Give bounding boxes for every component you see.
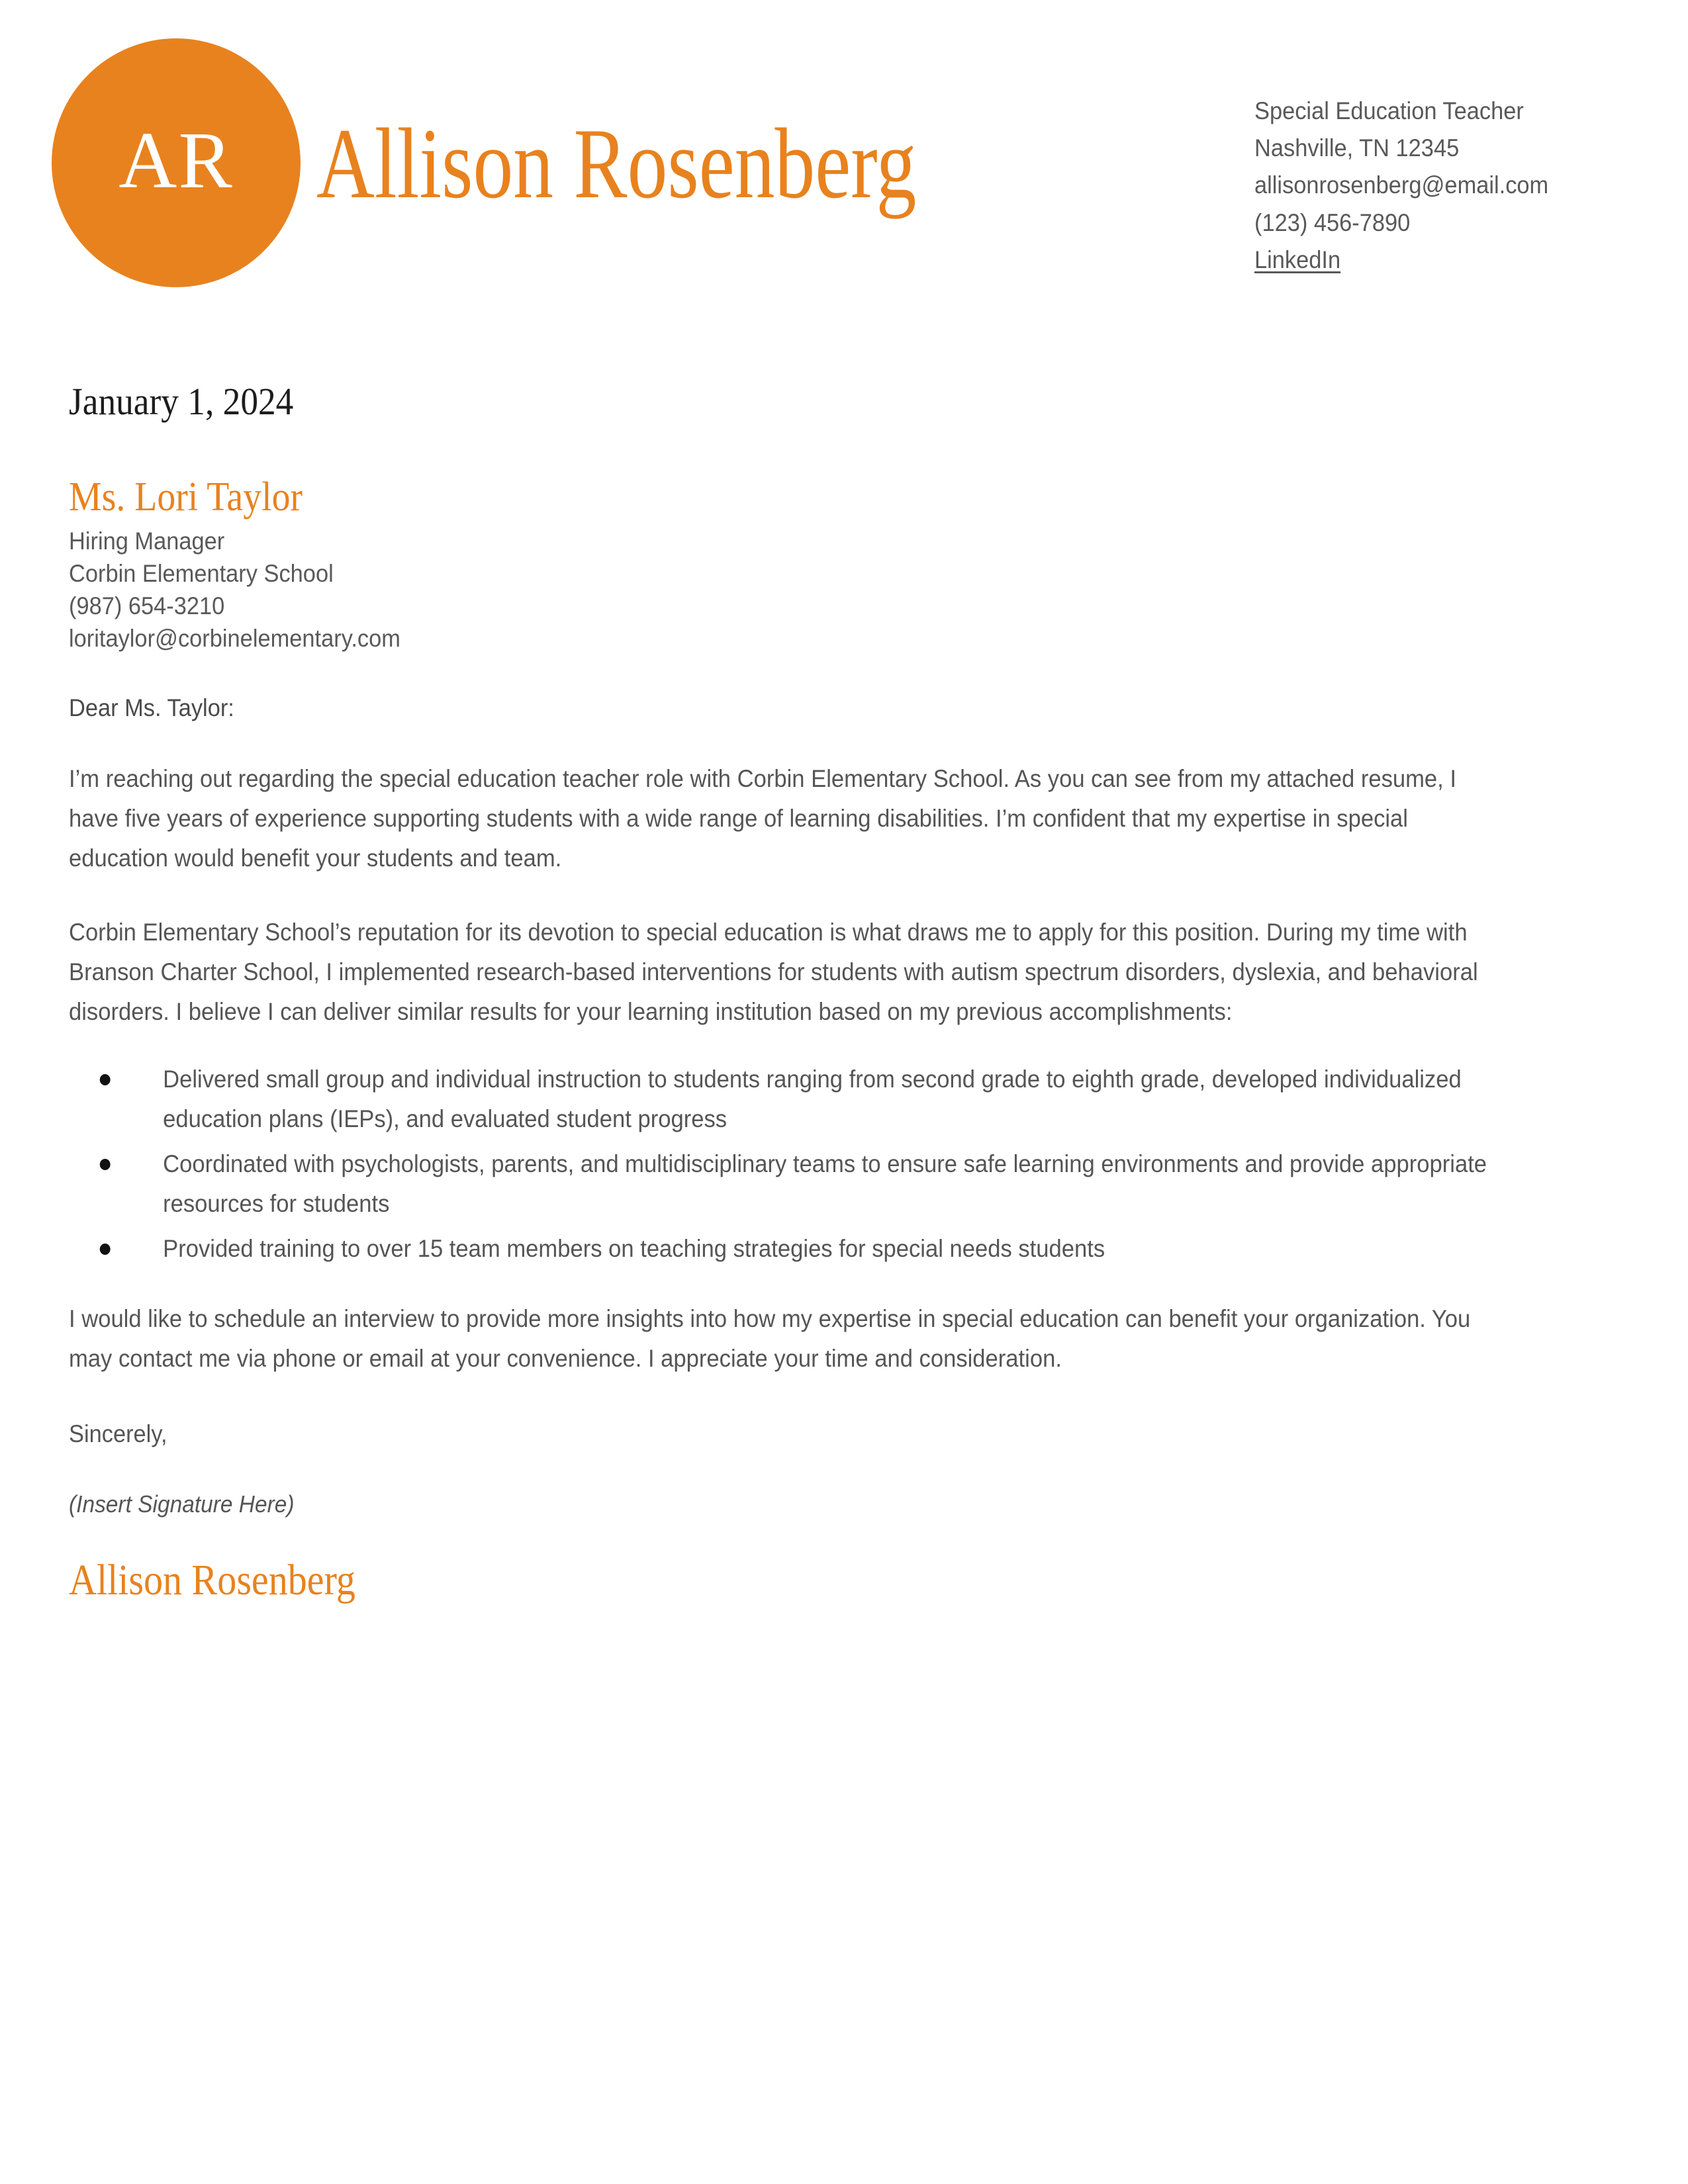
monogram-circle bbox=[52, 38, 301, 287]
signature-placeholder: (Insert Signature Here) bbox=[69, 1490, 295, 1518]
contact-location: Nashville, TN 12345 bbox=[1254, 134, 1460, 162]
recipient-phone: (987) 654-3210 bbox=[69, 592, 225, 619]
list-item bbox=[69, 1144, 1493, 1224]
list-item-text: Coordinated with psychologists, parents, and multidisciplinary teams to ensure safe learning environments and provide appropriate resources for students bbox=[163, 1150, 1487, 1217]
body-paragraph-2: Corbin Elementary School’s reputation for its devotion to special education is what draws me to apply for this position. During my time with Branson Charter School, I implemented research-based interventions for students with autism spectrum disorders, dyslexia, and behavioral disorders. I believe I can deliver similar results for your learning institution based on my previous accomplishments: bbox=[69, 919, 1478, 1026]
bullet-dot-icon bbox=[100, 1244, 111, 1255]
body-paragraph-1: I’m reaching out regarding the special education teacher role with Corbin Elementary School. As you can see from my attached resume, I have five years of experience supporting students with a wide range of learning disabilities. I’m confident that my expertise in special education would benefit your students and team. bbox=[69, 765, 1457, 872]
monogram-initials: AR bbox=[118, 116, 234, 205]
letter-date: January 1, 2024 bbox=[69, 380, 294, 423]
bullet-dot-icon bbox=[100, 1159, 111, 1170]
list-item-text: Provided training to over 15 team members on teaching strategies for special needs students bbox=[163, 1234, 1105, 1262]
list-item bbox=[69, 1060, 1493, 1139]
linkedin-link[interactable]: LinkedIn bbox=[1254, 246, 1341, 273]
applicant-name-heading: Allison Rosenberg bbox=[316, 108, 917, 219]
recipient-email[interactable]: loritaylor@corbinelementary.com bbox=[69, 624, 400, 652]
list-item-text: Delivered small group and individual instruction to students ranging from second grade to eighth grade, developed individualized education plans (IEPs), and evaluated student progress bbox=[163, 1065, 1462, 1132]
list-item bbox=[69, 1229, 1493, 1269]
letter-body bbox=[69, 381, 1591, 1605]
recipient-block bbox=[69, 475, 1591, 655]
signoff: Sincerely, bbox=[69, 1420, 167, 1447]
contact-info-block bbox=[1254, 93, 1625, 279]
contact-phone: (123) 456-7890 bbox=[1254, 208, 1411, 236]
salutation: Dear Ms. Taylor: bbox=[69, 694, 234, 721]
recipient-name: Ms. Lori Taylor bbox=[69, 474, 303, 520]
contact-job-title: Special Education Teacher bbox=[1254, 97, 1524, 124]
bullet-dot-icon bbox=[100, 1074, 111, 1085]
recipient-organization: Corbin Elementary School bbox=[69, 560, 334, 588]
accomplishments-list bbox=[69, 1060, 1591, 1269]
signature-name: Allison Rosenberg bbox=[69, 1555, 355, 1604]
contact-email[interactable]: allisonrosenberg@email.com bbox=[1254, 171, 1549, 199]
body-paragraph-3: I would like to schedule an interview to provide more insights into how my expertise in special education can benefit your organization. You may contact me via phone or email at your convenience. I appreciate your time and consideration. bbox=[69, 1304, 1471, 1372]
letter-header bbox=[0, 0, 1688, 318]
recipient-title: Hiring Manager bbox=[69, 527, 225, 555]
